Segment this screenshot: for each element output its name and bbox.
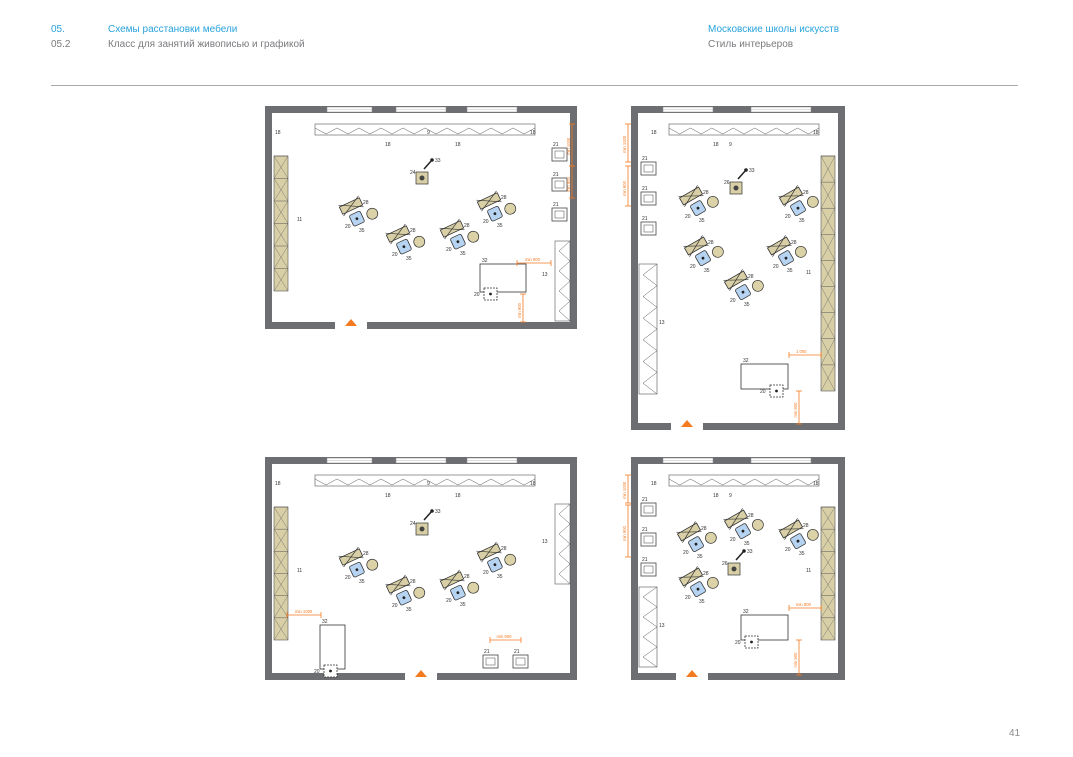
brand-subtitle: Стиль интерьеров [708, 39, 794, 50]
easel-label: 28 [464, 574, 470, 580]
plan-label: 18 [385, 142, 391, 148]
plan-label: 9 [427, 481, 430, 487]
wall-left [265, 457, 272, 680]
plan-label: 18 [813, 130, 819, 136]
desk-chair-hub [489, 293, 492, 296]
stool-label: 35 [799, 218, 805, 224]
stool-label: 35 [406, 607, 412, 613]
desk-chair-label: 20 [314, 669, 320, 675]
plan-label: 18 [713, 493, 719, 499]
stool-label: 35 [359, 228, 365, 234]
still-life-object [734, 186, 739, 191]
easel-label: 28 [501, 546, 507, 552]
stool-label: 35 [744, 541, 750, 547]
wall-left [631, 457, 638, 680]
stool-label: 35 [460, 251, 466, 257]
stool-label: 35 [697, 554, 703, 560]
wall-bottom-right [703, 423, 845, 430]
dimension-label: 1 000 [796, 349, 807, 354]
lamp-head [430, 509, 434, 513]
desk-chair-hub [775, 390, 778, 393]
chair-label: 20 [785, 214, 791, 220]
still-life-object [732, 567, 737, 572]
subsection-title: Класс для занятий живописью и графикой [108, 39, 305, 50]
stool-label: 35 [359, 579, 365, 585]
lamp-head [744, 168, 748, 172]
floor-plan-b [622, 106, 845, 430]
chair-label: 20 [483, 570, 489, 576]
table-label: 24 [410, 170, 416, 176]
floor [638, 113, 838, 423]
wall-right [838, 106, 845, 430]
wardrobe [639, 587, 657, 667]
sink-basin [486, 658, 495, 665]
chair-label: 20 [345, 224, 351, 230]
easel-label: 28 [363, 551, 369, 557]
stool-label: 35 [704, 268, 710, 274]
plan-label: 13 [542, 539, 548, 545]
desk-chair-label: 20 [760, 389, 766, 395]
plan-label: 13 [659, 623, 665, 629]
plan-label: 18 [530, 130, 536, 136]
desk-chair-label: 20 [474, 292, 480, 298]
chair-label: 20 [730, 537, 736, 543]
section-title: Схемы расстановки мебели [108, 24, 238, 35]
plan-label: 13 [542, 272, 548, 278]
stand-label: 33 [747, 549, 753, 555]
plan-label: 18 [455, 493, 461, 499]
sink-basin [644, 195, 653, 202]
sink-basin [644, 506, 653, 513]
stool-label: 35 [699, 599, 705, 605]
chair-label: 20 [446, 598, 452, 604]
table-label: 24 [410, 521, 416, 527]
still-life-object [420, 527, 425, 532]
teacher-desk [320, 625, 345, 669]
sink-label: 21 [642, 216, 648, 222]
plan-label: 9 [729, 142, 732, 148]
stool-label: 35 [497, 574, 503, 580]
sink-label: 21 [642, 527, 648, 533]
brand-title: Московские школы искусств [708, 24, 840, 35]
sink-basin [644, 225, 653, 232]
wall-bottom-right [708, 673, 845, 680]
dimension-label: min 900 [793, 402, 798, 418]
chair-label: 20 [683, 550, 689, 556]
wardrobe [555, 504, 570, 584]
easel-label: 28 [410, 228, 416, 234]
wall-right [570, 106, 577, 329]
dimension-label: min 900 [525, 257, 540, 262]
chair-label: 20 [392, 252, 398, 258]
sink-basin [644, 165, 653, 172]
desk-label: 32 [743, 358, 749, 364]
teacher-desk [480, 264, 526, 292]
lamp-head [742, 549, 746, 553]
sink-label: 21 [553, 202, 559, 208]
wall-bottom-right [437, 673, 577, 680]
sink-basin [644, 536, 653, 543]
window-counter [315, 475, 535, 486]
desk-label: 32 [482, 258, 488, 264]
chair-label: 20 [446, 247, 452, 253]
chair-label: 20 [685, 214, 691, 220]
dimension-label: min 900 [496, 634, 512, 639]
dimension-label: min 1000 [622, 481, 627, 499]
chair-label: 20 [730, 298, 736, 304]
stool-label: 35 [787, 268, 793, 274]
easel-label: 28 [748, 274, 754, 280]
wall-bottom-right [367, 322, 577, 329]
dimension-label: min 900 [793, 652, 798, 668]
table-label: 26 [724, 180, 730, 186]
desk-label: 32 [322, 619, 328, 625]
stand-label: 33 [749, 168, 755, 174]
chair-label: 20 [785, 547, 791, 553]
desk-label: 32 [743, 609, 749, 615]
sink-basin [555, 181, 564, 188]
plan-label: 18 [275, 130, 281, 136]
plan-label: 18 [530, 481, 536, 487]
easel-label: 28 [501, 195, 507, 201]
window-counter [315, 124, 535, 135]
easel-label: 28 [803, 523, 809, 529]
stool-label: 35 [460, 602, 466, 608]
sink-basin [644, 566, 653, 573]
plan-label: 13 [659, 320, 665, 326]
easel-label: 28 [410, 579, 416, 585]
subsection-number: 05.2 [51, 39, 71, 50]
plan-label: 18 [455, 142, 461, 148]
page-number: 41 [1009, 728, 1021, 739]
easel-label: 28 [748, 513, 754, 519]
plan-label: 11 [806, 270, 812, 276]
lamp-head [430, 158, 434, 162]
dimension-label: min 1000 [566, 137, 571, 155]
plan-label: 9 [427, 130, 430, 136]
sink-label: 21 [514, 649, 520, 655]
easel-label: 28 [703, 190, 709, 196]
dimension-label: min 1000 [295, 609, 313, 614]
chair-label: 20 [690, 264, 696, 270]
chair-label: 20 [392, 603, 398, 609]
sink-label: 21 [642, 156, 648, 162]
plan-label: 18 [813, 481, 819, 487]
chair-label: 20 [483, 219, 489, 225]
easel-label: 28 [708, 240, 714, 246]
wall-left [631, 106, 638, 430]
desk-chair-hub [750, 641, 753, 644]
wall-left [265, 106, 272, 329]
easel-label: 28 [791, 240, 797, 246]
plan-label: 18 [275, 481, 281, 487]
desk-chair-hub [329, 670, 332, 673]
chair-label: 20 [773, 264, 779, 270]
easel-label: 28 [803, 190, 809, 196]
easel-label: 28 [701, 526, 707, 532]
sink-label: 21 [484, 649, 490, 655]
header-rule [51, 85, 1018, 86]
chair-label: 20 [345, 575, 351, 581]
stool-label: 35 [744, 302, 750, 308]
stool-label: 35 [497, 223, 503, 229]
sink-basin [516, 658, 525, 665]
sink-label: 21 [642, 497, 648, 503]
easel-label: 28 [703, 571, 709, 577]
sink-basin [555, 211, 564, 218]
wall-bottom-left [265, 322, 335, 329]
plan-label: 18 [651, 481, 657, 487]
plan-label: 11 [297, 217, 303, 223]
sink-basin [555, 151, 564, 158]
easel-label: 28 [363, 200, 369, 206]
floor-plan-a [265, 106, 577, 329]
plan-label: 18 [651, 130, 657, 136]
sink-label: 21 [642, 557, 648, 563]
wall-bottom-left [631, 423, 671, 430]
window-counter [669, 124, 819, 135]
floor-plan-d [622, 457, 845, 680]
dimension-label: min 900 [796, 602, 811, 607]
sink-label: 21 [553, 172, 559, 178]
floor-plan-c [265, 457, 577, 680]
plan-label: 18 [713, 142, 719, 148]
easel-label: 28 [464, 223, 470, 229]
stand-label: 33 [435, 158, 441, 164]
stand-label: 33 [435, 509, 441, 515]
sink-label: 21 [553, 142, 559, 148]
dimension-label: min 900 [566, 177, 571, 192]
still-life-object [420, 176, 425, 181]
stool-label: 35 [406, 256, 412, 262]
stool-label: 35 [699, 218, 705, 224]
wall-bottom-left [631, 673, 676, 680]
section-number: 05. [51, 24, 65, 35]
plan-label: 11 [806, 568, 812, 574]
dimension-label: min 900 [517, 303, 522, 318]
sink-label: 21 [642, 186, 648, 192]
chair-label: 20 [685, 595, 691, 601]
plan-label: 11 [297, 568, 303, 574]
plan-label: 18 [385, 493, 391, 499]
table-label: 26 [722, 561, 728, 567]
wardrobe [555, 241, 570, 321]
stool-label: 35 [799, 551, 805, 557]
dimension-label: min 1000 [622, 135, 627, 153]
dimension-label: min 900 [622, 526, 627, 541]
floor [272, 464, 570, 673]
wall-right [838, 457, 845, 680]
desk-chair-label: 20 [735, 640, 741, 646]
plan-label: 9 [729, 493, 732, 499]
wall-right [570, 457, 577, 680]
dimension-label: min 900 [622, 181, 627, 196]
window-counter [669, 475, 819, 486]
